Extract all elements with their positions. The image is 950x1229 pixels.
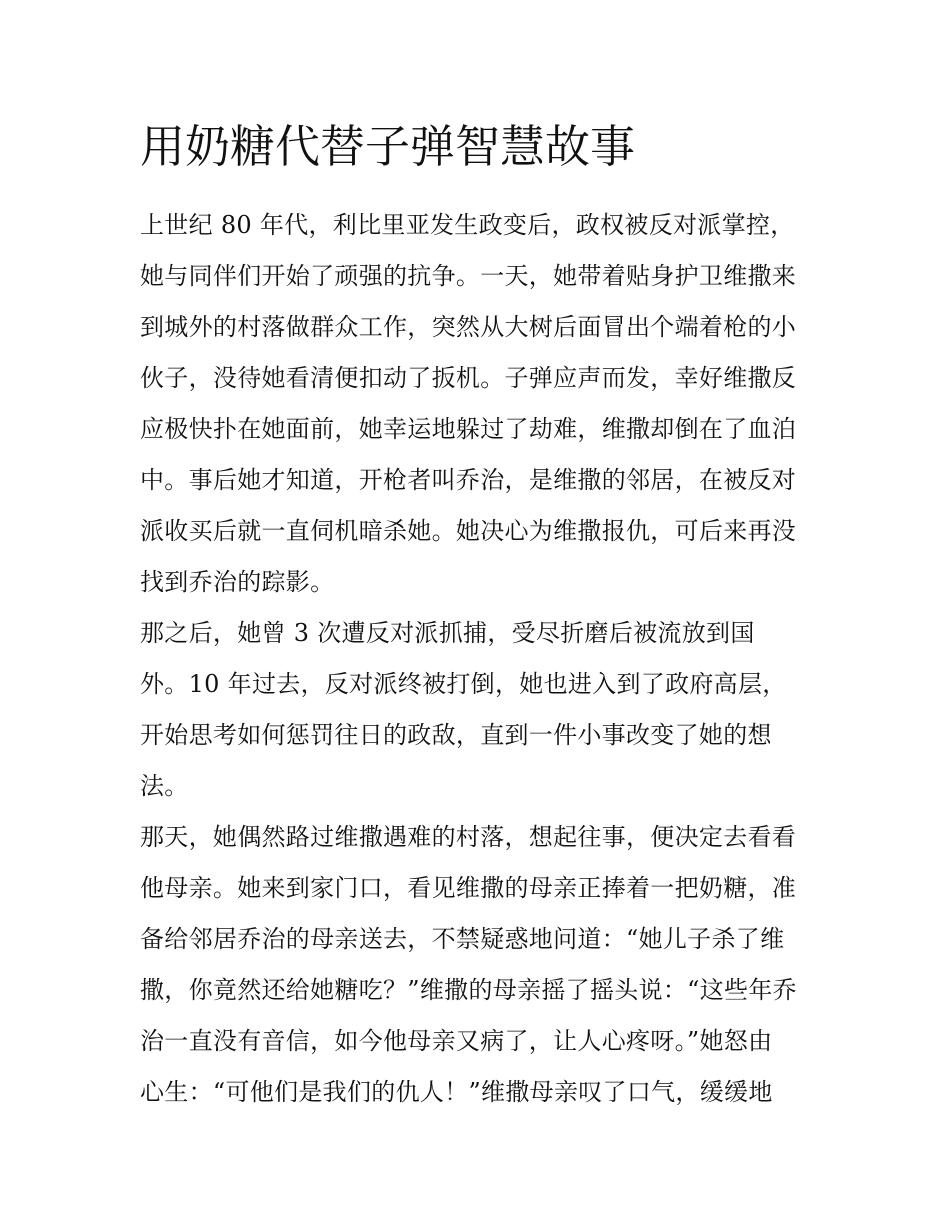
text-line: 到城外的村落做群众工作，突然从大树后面冒出个端着枪的小: [140, 313, 797, 341]
text-line: 中。事后她才知道，开枪者叫乔治，是维撒的邻居，在被反对: [140, 466, 797, 494]
paragraph-1: [140, 200, 812, 608]
text-line: 他母亲。她来到家门口，看见维撒的母亲正捧着一把奶糖，准: [140, 874, 797, 902]
text-line: 备给邻居乔治的母亲送去，不禁疑惑地问道：“她儿子杀了维: [140, 925, 785, 953]
document-page: [140, 112, 812, 1118]
paragraph-2: [140, 608, 812, 812]
text-line: 心生：“可他们是我们的仇人！”维撒母亲叹了口气，缓缓地: [140, 1078, 773, 1106]
text-line: 那天，她偶然路过维撒遇难的村落，想起往事，便决定去看看: [140, 823, 797, 851]
text-line: 那之后，她曾 3 次遭反对派抓捕，受尽折磨后被流放到国: [140, 619, 755, 647]
text-line: 开始思考如何惩罚往日的政敌，直到一件小事改变了她的想: [140, 721, 772, 749]
text-line: 伙子，没待她看清便扣动了扳机。子弹应声而发，幸好维撒反: [140, 364, 797, 392]
text-line: 她与同伴们开始了顽强的抗争。一天，她带着贴身护卫维撒来: [140, 262, 797, 290]
text-line: 撒，你竟然还给她糖吃？”维撒的母亲摇了摇头说：“这些年乔: [140, 976, 797, 1004]
text-line: 找到乔治的踪影。: [140, 568, 335, 596]
text-line: 法。: [140, 772, 189, 800]
text-line: 派收买后就一直伺机暗杀她。她决心为维撒报仇，可后来再没: [140, 517, 797, 545]
text-line: 上世纪 80 年代，利比里亚发生政变后，政权被反对派掌控，: [140, 211, 795, 239]
paragraph-3: [140, 812, 812, 1118]
text-line: 应极快扑在她面前，她幸运地躲过了劫难，维撒却倒在了血泊: [140, 415, 797, 443]
document-title: 用奶糖代替子弹智慧故事: [140, 120, 636, 173]
text-line: 治一直没有音信，如今他母亲又病了，让人心疼呀。”她怒由: [140, 1027, 773, 1055]
text-line: 外。10 年过去，反对派终被打倒，她也进入到了政府高层，: [140, 670, 787, 698]
